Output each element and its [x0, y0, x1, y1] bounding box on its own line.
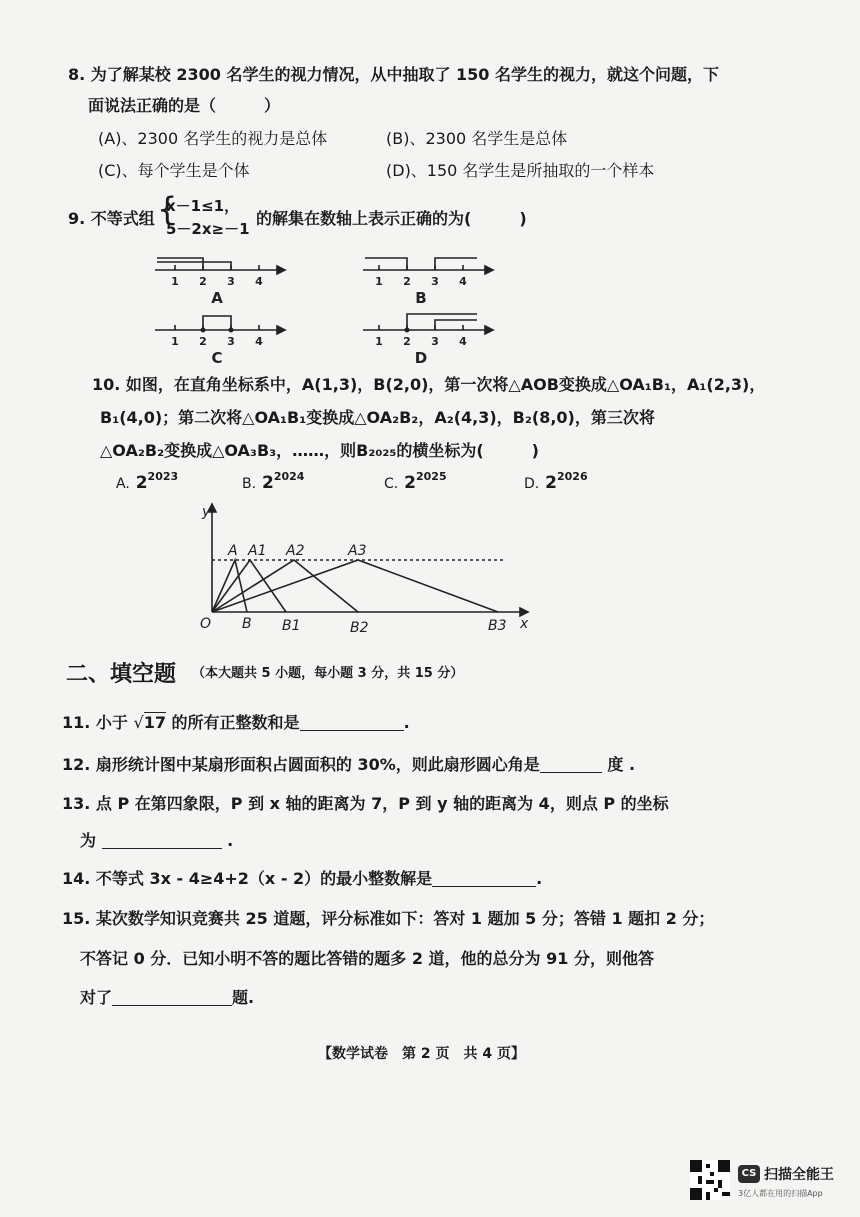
- tick-label: 1: [375, 275, 383, 288]
- option-b-label: B: [415, 289, 427, 307]
- point-a3-label: A3: [348, 543, 367, 559]
- tick-label: 2: [199, 335, 207, 348]
- q9-suffix: 的解集在数轴上表示正确的为( ): [256, 209, 527, 228]
- tick-label: 3: [227, 275, 235, 288]
- q14-answer-blank[interactable]: [432, 870, 536, 887]
- q12-answer-blank[interactable]: [540, 756, 602, 773]
- q10-stem-line3: △OA₂B₂变换成△OA₃B₃，……，则B₂₀₂₅的横坐标为( ): [100, 441, 539, 460]
- q10-option-d: D. $2^{2026}$: [524, 470, 588, 493]
- point-b-label: B: [242, 616, 252, 632]
- q15-answer-blank[interactable]: [112, 989, 232, 1006]
- q8-option-d: (D)、150 名学生是所抽取的一个样本: [386, 161, 655, 180]
- page-footer: 【数学试卷 第 2 页 共 4 页】: [318, 1046, 525, 1062]
- q9-inequality-2: 5－2x≥－1: [166, 220, 250, 238]
- q10-option-c: C. $2^{2025}$: [384, 470, 447, 493]
- q9-inequality-1: x－1≤1，: [166, 197, 240, 215]
- point-a2-label: A2: [286, 543, 305, 559]
- q10-stem-line1: 10. 如图，在直角坐标系中，A(1,3)，B(2,0)，第一次将△AOB变换成△OA₁B₁，A₁(2,3)，: [92, 375, 766, 394]
- q9-prefix: 9. 不等式组: [68, 209, 155, 228]
- q13-line2: 为 .: [80, 831, 234, 850]
- point-b1-label: B1: [282, 618, 301, 634]
- q11-answer-blank[interactable]: [300, 714, 404, 731]
- q15-line1: 15. 某次数学知识竞赛共 25 道题，评分标准如下：答对 1 题加 5 分；答错 1 题扣 2 分；: [62, 909, 715, 928]
- tick-label: 4: [459, 335, 467, 348]
- tick-label: 1: [171, 275, 179, 288]
- tick-label: 1: [375, 335, 383, 348]
- tick-label: 1: [171, 335, 179, 348]
- tick-label: 3: [431, 275, 439, 288]
- y-axis-label: y: [202, 504, 211, 520]
- point-b2-label: B2: [350, 620, 369, 636]
- q12: 12. 扇形统计图中某扇形面积占圆面积的 30%，则此扇形圆心角是 度 .: [62, 755, 636, 774]
- option-a-label: A: [211, 289, 223, 307]
- point-a1-label: A1: [248, 543, 267, 559]
- q11: 11. 小于 √17 的所有正整数和是 .: [62, 713, 410, 732]
- tick-label: 3: [431, 335, 439, 348]
- q10-option-a: A. $2^{2023}$: [116, 470, 179, 493]
- brand-name: 扫描全能王: [764, 1167, 834, 1183]
- tick-label: 4: [255, 275, 263, 288]
- q8-stem-line2: 面说法正确的是（ ）: [88, 96, 281, 115]
- q10-stem-line2: B₁(4,0)；第二次将△OA₁B₁变换成△OA₂B₂，A₂(4,3)，B₂(8,0)，第三次将: [100, 408, 655, 427]
- tick-label: 4: [459, 275, 467, 288]
- option-d-label: D: [414, 349, 428, 367]
- brand-tagline: 3亿人都在用的扫描App: [738, 1189, 823, 1198]
- q10-option-b: B. $2^{2024}$: [242, 470, 305, 493]
- section-title: 二、填空题: [66, 662, 177, 687]
- point-a-label: A: [228, 543, 238, 559]
- q8-stem-line1: 8. 为了解某校 2300 名学生的视力情况，从中抽取了 150 名学生的视力，就这个问题，下: [68, 65, 719, 84]
- q9-brace: {: [157, 190, 178, 228]
- tick-label: 2: [403, 275, 411, 288]
- camscanner-logo: CS: [738, 1165, 760, 1183]
- tick-label: 3: [227, 335, 235, 348]
- q8-option-c: (C)、每个学生是个体: [98, 161, 250, 180]
- tick-label: 2: [403, 335, 411, 348]
- point-b3-label: B3: [488, 618, 507, 634]
- tick-label: 2: [199, 275, 207, 288]
- section-note: （本大题共 5 小题，每小题 3 分，共 15 分）: [192, 666, 464, 681]
- origin-label: O: [200, 616, 212, 632]
- option-c-label: C: [211, 349, 223, 367]
- q8-option-b: (B)、2300 名学生是总体: [386, 129, 568, 148]
- q15-line2: 不答记 0 分．已知小明不答的题比答错的题多 2 道，他的总分为 91 分，则他答: [80, 949, 654, 968]
- q15-line3: 对了 题.: [80, 988, 255, 1007]
- x-axis-label: x: [520, 616, 529, 632]
- q13-answer-blank[interactable]: [102, 832, 222, 849]
- qr-code-icon: [690, 1160, 730, 1200]
- q10-coordinate-figure: [190, 500, 540, 640]
- q14: 14. 不等式 3x - 4≥4+2（x - 2）的最小整数解是 .: [62, 869, 543, 888]
- q13-line1: 13. 点 P 在第四象限，P 到 x 轴的距离为 7，P 到 y 轴的距离为 4，则点 P 的坐标: [62, 794, 669, 813]
- q9-number-lines: [145, 248, 505, 368]
- tick-label: 4: [255, 335, 263, 348]
- q8-option-a: (A)、2300 名学生的视力是总体: [98, 129, 328, 148]
